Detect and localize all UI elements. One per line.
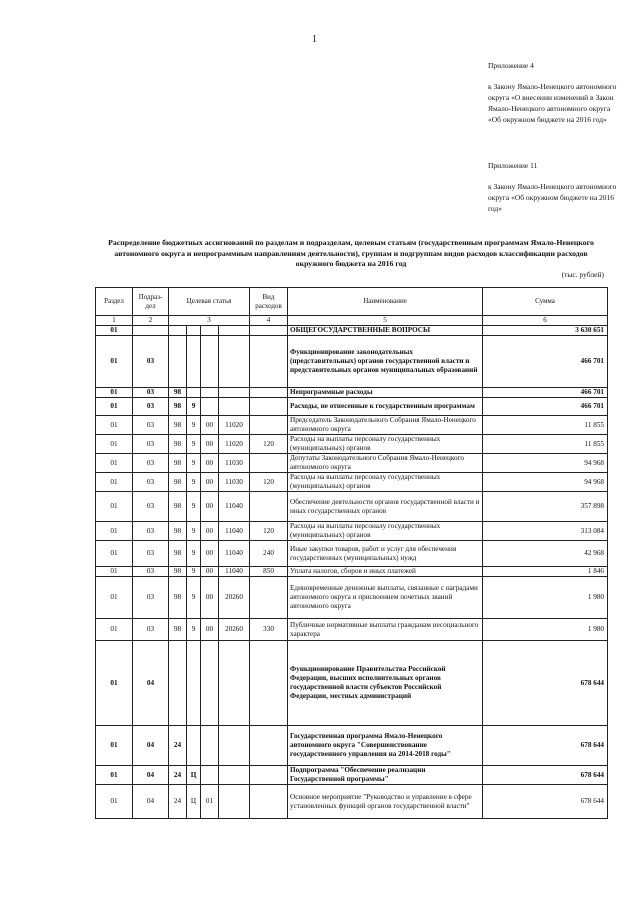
- cell-direction: [219, 398, 250, 416]
- cell-name: Функционирование Правительства Российской Федерации, высших исполнительных органов государственной власти субъектов Российской Федерации, местных администраций: [288, 641, 483, 726]
- colnum-6: 6: [483, 316, 608, 326]
- table-row: [96, 766, 608, 785]
- cell-expense-type: 120: [250, 473, 288, 492]
- cell-expense-type: [250, 726, 288, 766]
- cell-expense-type: [250, 398, 288, 416]
- document-title: Распределение бюджетных ассигнований по разделам и подразделам, целевым статьям (государственным программам Ямало-Ненецкого автономного округа и непрограммным направлениям деятельности), группам и подгруппам видов расходов классификации расходов окружного бюджета на 2016 год: [108, 238, 594, 268]
- cell-direction: 11020: [219, 416, 250, 435]
- cell-subprogram: [187, 326, 201, 336]
- cell-event: [201, 641, 219, 726]
- table-row: [96, 454, 608, 473]
- cell-section: 01: [96, 577, 133, 619]
- cell-expense-type: [250, 785, 288, 819]
- cell-sum: 3 630 651: [483, 326, 608, 336]
- table-row: [96, 416, 608, 435]
- cell-sum: 678 644: [483, 785, 608, 819]
- table-body: [96, 326, 608, 819]
- cell-section: 01: [96, 388, 133, 398]
- cell-sum: 11 855: [483, 416, 608, 435]
- cell-expense-type: [250, 766, 288, 785]
- cell-section: 01: [96, 416, 133, 435]
- cell-sum: 11 855: [483, 435, 608, 454]
- cell-section: 01: [96, 454, 133, 473]
- cell-name: Подпрограмма "Обеспечение реализации Государственной программы": [288, 766, 483, 785]
- cell-direction: 11030: [219, 454, 250, 473]
- table-row: [96, 726, 608, 766]
- cell-expense-type: [250, 336, 288, 388]
- table-row: [96, 326, 608, 336]
- cell-subprogram: 9: [187, 416, 201, 435]
- cell-section: 01: [96, 619, 133, 641]
- cell-expense-type: [250, 492, 288, 522]
- cell-event: 00: [201, 619, 219, 641]
- cell-name: Расходы, не отнесенные к государственным программам: [288, 398, 483, 416]
- cell-direction: 11030: [219, 473, 250, 492]
- cell-name: Иные закупки товаров, работ и услуг для обеспечения государственных (муниципальных) нужд: [288, 541, 483, 567]
- appendix-new-title: Приложение 4: [488, 61, 534, 70]
- cell-section: 01: [96, 726, 133, 766]
- cell-section: 01: [96, 492, 133, 522]
- cell-event: 00: [201, 522, 219, 541]
- cell-direction: [219, 766, 250, 785]
- cell-name: Председатель Законодательного Собрания Ямало-Ненецкого автономного округа: [288, 416, 483, 435]
- cell-direction: 20260: [219, 577, 250, 619]
- cell-program: 98: [169, 454, 187, 473]
- table-row: [96, 567, 608, 577]
- cell-direction: 11040: [219, 567, 250, 577]
- cell-direction: 11020: [219, 435, 250, 454]
- table-row: [96, 388, 608, 398]
- table-row: [96, 398, 608, 416]
- cell-subsection: 04: [133, 641, 169, 726]
- cell-subprogram: 9: [187, 541, 201, 567]
- cell-direction: 20260: [219, 619, 250, 641]
- cell-subsection: 04: [133, 766, 169, 785]
- cell-section: 01: [96, 336, 133, 388]
- cell-name: Государственная программа Ямало-Ненецкого автономного округа "Совершенствование государственного управления на 2014-2018 годы": [288, 726, 483, 766]
- colnum-2: 2: [133, 316, 169, 326]
- cell-expense-type: [250, 641, 288, 726]
- cell-expense-type: 120: [250, 522, 288, 541]
- cell-subprogram: 9: [187, 619, 201, 641]
- cell-program: 24: [169, 785, 187, 819]
- colnum-1: 1: [96, 316, 133, 326]
- table-row: [96, 619, 608, 641]
- cell-direction: [219, 785, 250, 819]
- cell-section: 01: [96, 785, 133, 819]
- cell-event: [201, 336, 219, 388]
- cell-event: 00: [201, 473, 219, 492]
- cell-subsection: 03: [133, 567, 169, 577]
- cell-subsection: 03: [133, 336, 169, 388]
- cell-name: Депутаты Законодательного Собрания Ямало-Ненецкого автономного округа: [288, 454, 483, 473]
- cell-sum: 1 846: [483, 567, 608, 577]
- cell-expense-type: [250, 388, 288, 398]
- cell-section: 01: [96, 541, 133, 567]
- cell-program: 98: [169, 435, 187, 454]
- cell-section: 01: [96, 435, 133, 454]
- cell-subsection: 03: [133, 473, 169, 492]
- cell-expense-type: [250, 416, 288, 435]
- appendix-old-title: Приложение 11: [488, 161, 538, 170]
- table-row: [96, 492, 608, 522]
- cell-subsection: 03: [133, 454, 169, 473]
- cell-expense-type: [250, 577, 288, 619]
- cell-expense-type: [250, 326, 288, 336]
- cell-sum: 678 644: [483, 766, 608, 785]
- cell-subsection: 04: [133, 785, 169, 819]
- cell-name: Функционирование законодательных (представительных) органов государственной власти и представительных органов муниципальных образований: [288, 336, 483, 388]
- cell-direction: [219, 388, 250, 398]
- cell-sum: 313 084: [483, 522, 608, 541]
- cell-program: [169, 641, 187, 726]
- cell-direction: 11040: [219, 522, 250, 541]
- cell-program: [169, 326, 187, 336]
- cell-subprogram: Ц: [187, 766, 201, 785]
- cell-subsection: 03: [133, 522, 169, 541]
- cell-subsection: 03: [133, 388, 169, 398]
- table-row: [96, 641, 608, 726]
- cell-sum: 678 644: [483, 641, 608, 726]
- cell-direction: [219, 641, 250, 726]
- page-number: 1: [312, 34, 317, 45]
- cell-direction: 11040: [219, 541, 250, 567]
- cell-program: 98: [169, 541, 187, 567]
- appendix-old-text: к Закону Ямало-Ненецкого автономного округа «Об окружном бюджете на 2016 год»: [488, 182, 617, 213]
- cell-sum: 1 980: [483, 577, 608, 619]
- cell-program: 98: [169, 522, 187, 541]
- cell-subprogram: 9: [187, 454, 201, 473]
- table-row: [96, 522, 608, 541]
- cell-sum: 466 701: [483, 398, 608, 416]
- cell-event: 00: [201, 454, 219, 473]
- cell-name: Расходы на выплаты персоналу государственных (муниципальных) органов: [288, 473, 483, 492]
- cell-direction: [219, 726, 250, 766]
- cell-name: Обеспечение деятельности органов государственной власти и иных государственных органов: [288, 492, 483, 522]
- cell-sum: 94 968: [483, 473, 608, 492]
- header-expense-type: Вид расходов: [250, 288, 288, 316]
- header-sum: Сумма: [483, 288, 608, 316]
- cell-subprogram: 9: [187, 492, 201, 522]
- cell-program: 98: [169, 388, 187, 398]
- appendix-new-text: к Закону Ямало-Ненецкого автономного округа «О внесении изменений в Закон Ямало-Ненецкого автономного округа «Об окружном бюджете на 2016 год»: [488, 82, 617, 124]
- cell-subprogram: [187, 641, 201, 726]
- header-name: Наименование: [288, 288, 483, 316]
- cell-subsection: 04: [133, 726, 169, 766]
- table-row: [96, 473, 608, 492]
- cell-sum: 1 980: [483, 619, 608, 641]
- cell-event: 01: [201, 785, 219, 819]
- cell-direction: [219, 336, 250, 388]
- cell-sum: 42 968: [483, 541, 608, 567]
- cell-sum: 466 701: [483, 388, 608, 398]
- cell-program: 98: [169, 577, 187, 619]
- cell-name: Расходы на выплаты персоналу государственных (муниципальных) органов: [288, 435, 483, 454]
- cell-subprogram: 9: [187, 398, 201, 416]
- cell-event: 00: [201, 567, 219, 577]
- cell-event: [201, 766, 219, 785]
- cell-subprogram: [187, 388, 201, 398]
- cell-subsection: 03: [133, 398, 169, 416]
- cell-sum: 357 898: [483, 492, 608, 522]
- cell-event: 00: [201, 541, 219, 567]
- cell-name: Основное мероприятие "Руководство и управление в сфере установленных функций органов государственной власти": [288, 785, 483, 819]
- cell-program: 24: [169, 726, 187, 766]
- appendix-new: [488, 60, 618, 125]
- cell-program: 24: [169, 766, 187, 785]
- cell-direction: 11040: [219, 492, 250, 522]
- units-label: (тыс. рублей): [561, 270, 604, 279]
- cell-name: Единовременные денежные выплаты, связанные с наградами автономного округа и присвоением почетных званий автономного округа: [288, 577, 483, 619]
- cell-subprogram: 9: [187, 435, 201, 454]
- cell-expense-type: 120: [250, 435, 288, 454]
- cell-section: 01: [96, 522, 133, 541]
- cell-expense-type: 330: [250, 619, 288, 641]
- cell-sum: 678 644: [483, 726, 608, 766]
- cell-subsection: [133, 326, 169, 336]
- cell-subprogram: 9: [187, 522, 201, 541]
- cell-subprogram: 9: [187, 473, 201, 492]
- header-section: Раздел: [96, 288, 133, 316]
- cell-program: 98: [169, 567, 187, 577]
- cell-subprogram: [187, 336, 201, 388]
- cell-event: 00: [201, 435, 219, 454]
- cell-event: [201, 726, 219, 766]
- table-row: [96, 541, 608, 567]
- cell-section: 01: [96, 326, 133, 336]
- cell-event: [201, 326, 219, 336]
- cell-name: Уплата налогов, сборов и иных платежей: [288, 567, 483, 577]
- cell-section: 01: [96, 641, 133, 726]
- cell-subsection: 03: [133, 416, 169, 435]
- cell-subsection: 03: [133, 492, 169, 522]
- cell-expense-type: 240: [250, 541, 288, 567]
- cell-name: Непрограммные расходы: [288, 388, 483, 398]
- cell-subsection: 03: [133, 577, 169, 619]
- cell-expense-type: [250, 454, 288, 473]
- cell-section: 01: [96, 473, 133, 492]
- cell-subprogram: Ц: [187, 785, 201, 819]
- cell-subsection: 03: [133, 435, 169, 454]
- cell-event: [201, 398, 219, 416]
- cell-subsection: 03: [133, 619, 169, 641]
- header-target: Целевая статья: [169, 288, 250, 316]
- table-row: [96, 785, 608, 819]
- header-subsection: Подраз-дел: [133, 288, 169, 316]
- table-row: [96, 336, 608, 388]
- cell-name: Расходы на выплаты персоналу государственных (муниципальных) органов: [288, 522, 483, 541]
- cell-program: 98: [169, 398, 187, 416]
- cell-event: 00: [201, 577, 219, 619]
- appendix-old: [488, 160, 618, 214]
- cell-subprogram: 9: [187, 577, 201, 619]
- cell-subsection: 03: [133, 541, 169, 567]
- cell-expense-type: 850: [250, 567, 288, 577]
- cell-direction: [219, 326, 250, 336]
- cell-name: ОБЩЕГОСУДАРСТВЕННЫЕ ВОПРОСЫ: [288, 326, 483, 336]
- cell-section: 01: [96, 398, 133, 416]
- budget-table: [95, 287, 608, 819]
- table-row: [96, 577, 608, 619]
- cell-program: 98: [169, 619, 187, 641]
- cell-event: 00: [201, 492, 219, 522]
- cell-name: Публичные нормативные выплаты гражданам несоциального характера: [288, 619, 483, 641]
- cell-section: 01: [96, 766, 133, 785]
- cell-program: 98: [169, 492, 187, 522]
- cell-section: 01: [96, 567, 133, 577]
- cell-sum: 94 968: [483, 454, 608, 473]
- colnum-5: 5: [288, 316, 483, 326]
- cell-program: [169, 336, 187, 388]
- cell-subprogram: 9: [187, 567, 201, 577]
- cell-program: 98: [169, 473, 187, 492]
- colnum-3: 3: [169, 316, 250, 326]
- cell-event: [201, 388, 219, 398]
- cell-event: 00: [201, 416, 219, 435]
- table-row: [96, 435, 608, 454]
- cell-subprogram: [187, 726, 201, 766]
- cell-sum: 466 701: [483, 336, 608, 388]
- colnum-4: 4: [250, 316, 288, 326]
- cell-program: 98: [169, 416, 187, 435]
